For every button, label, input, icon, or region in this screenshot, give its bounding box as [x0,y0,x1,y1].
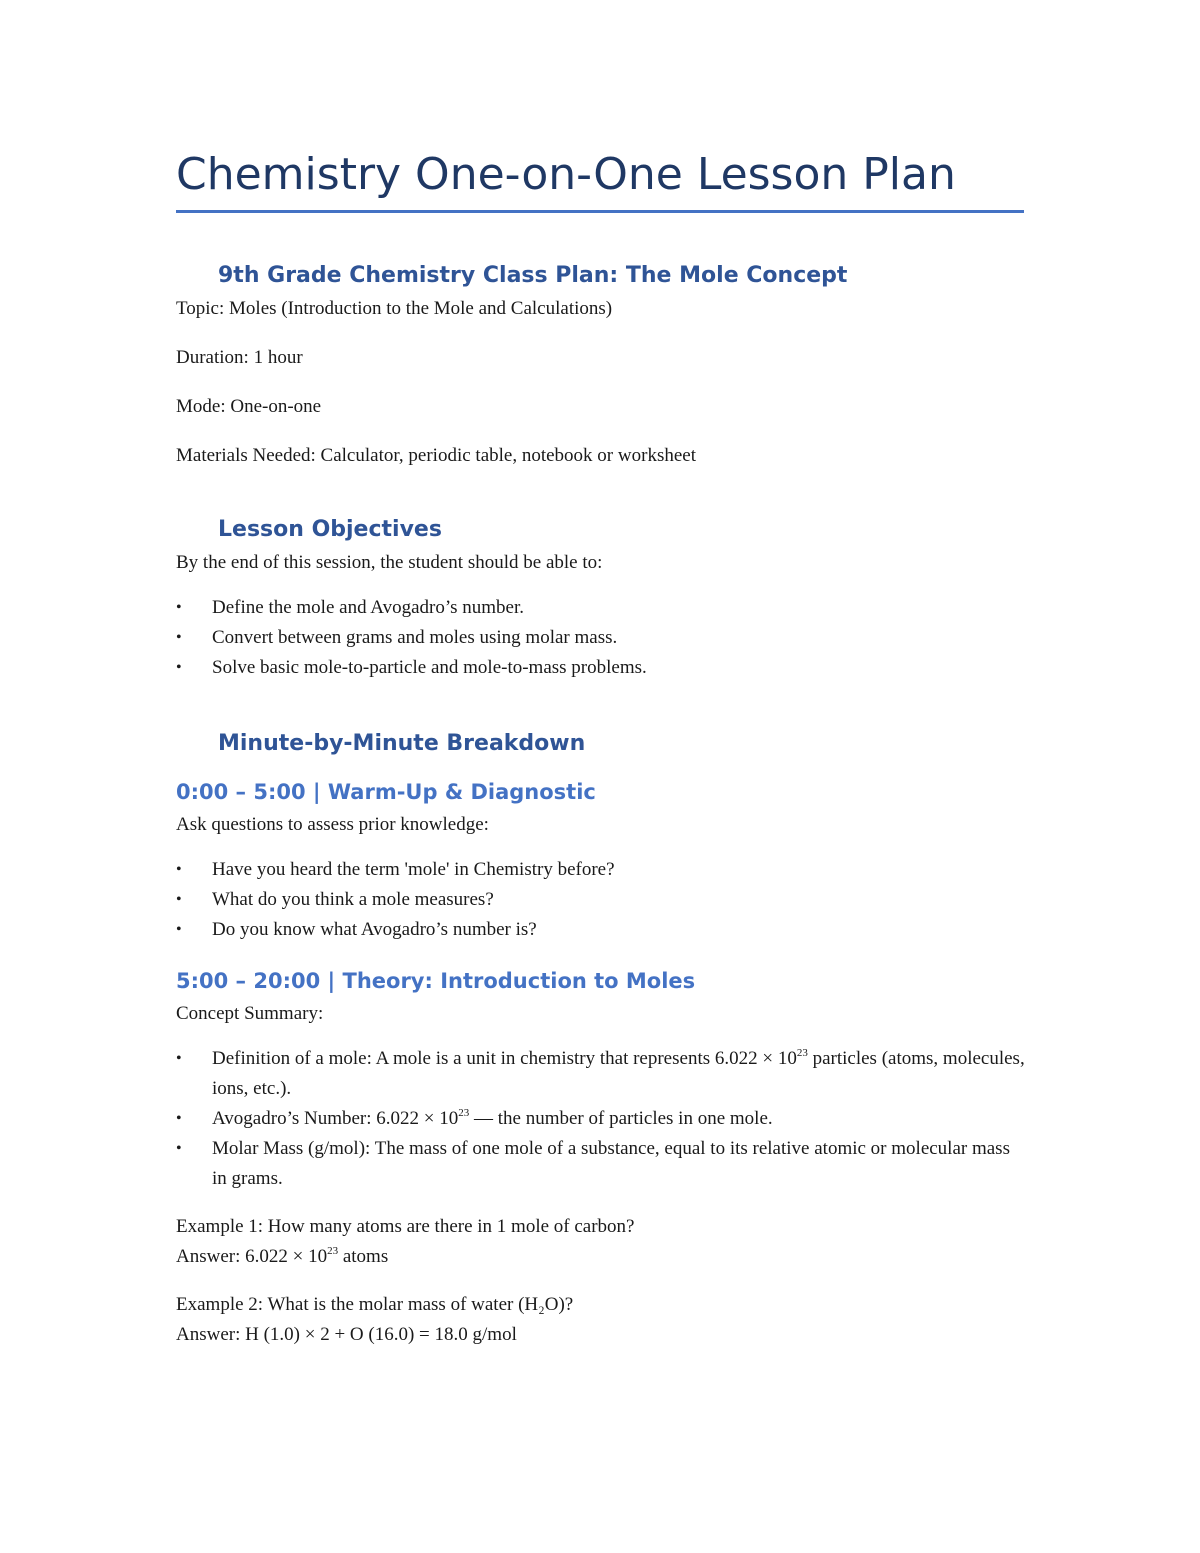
theory-intro: Concept Summary: [176,1003,324,1024]
warmup-list [176,855,1026,945]
warmup-heading: 0:00 – 5:00 | Warm-Up & Diagnostic [176,780,596,804]
class-plan-heading: 9th Grade Chemistry Class Plan: The Mole Concept [218,263,848,288]
theory-list [176,1044,1026,1194]
list-item: • Convert between grams and moles using molar mass. [176,623,1026,653]
topic-line: Topic: Moles (Introduction to the Mole and Calculations) [176,298,613,319]
list-item: • Have you heard the term 'mole' in Chemistry before? [176,855,1026,885]
list-item: • Avogadro’s Number: $6.022 \times 10^{23}$ — the number of particles in one mole. [176,1104,1026,1134]
bullet-icon: • [176,1140,182,1157]
bullet-icon: • [176,629,182,646]
warmup-intro: Ask questions to assess prior knowledge: [176,814,489,835]
objectives-list [176,593,1026,683]
bullet-icon: • [176,599,182,616]
breakdown-heading: Minute-by-Minute Breakdown [218,731,586,756]
document-title: Chemistry One-on-One Lesson Plan [176,149,956,200]
list-item: • Do you know what Avogadro’s number is? [176,915,1026,945]
list-item: • Define the mole and Avogadro’s number. [176,593,1026,623]
bullet-icon: • [176,659,182,676]
list-item: • Definition of a mole: A mole is a unit in chemistry that represents $6.022 \times 10^{23}$ particles (atoms, molecules, ions, etc.). [176,1044,1026,1104]
list-item: • What do you think a mole measures? [176,885,1026,915]
example1-answer: Answer: $6.022 \times 10^{23}$ atoms [176,1245,389,1267]
title-underline [176,210,1024,213]
objectives-heading: Lesson Objectives [218,517,442,542]
duration-line: Duration: 1 hour [176,347,303,368]
example2-answer: Answer: H (1.0) × 2 + O (16.0) = 18.0 g/mol [176,1324,517,1345]
materials-line: Materials Needed: Calculator, periodic table, notebook or worksheet [176,445,696,466]
objectives-intro: By the end of this session, the student should be able to: [176,552,603,573]
bullet-icon: • [176,921,182,938]
list-item: • Solve basic mole-to-particle and mole-to-mass problems. [176,653,1026,683]
bullet-icon: • [176,1050,182,1067]
bullet-icon: • [176,891,182,908]
theory-heading: 5:00 – 20:00 | Theory: Introduction to Moles [176,969,696,993]
bullet-icon: • [176,1110,182,1127]
list-item: • Molar Mass (g/mol): The mass of one mole of a substance, equal to its relative atomic or molecular mass in grams. [176,1134,1026,1194]
example2-question: Example 2: What is the molar mass of water (H₂O)? [176,1294,574,1315]
example1-question: Example 1: How many atoms are there in 1 mole of carbon? [176,1216,635,1237]
document-content [176,140,1026,1350]
bullet-icon: • [176,861,182,878]
mode-line: Mode: One-on-one [176,396,322,417]
